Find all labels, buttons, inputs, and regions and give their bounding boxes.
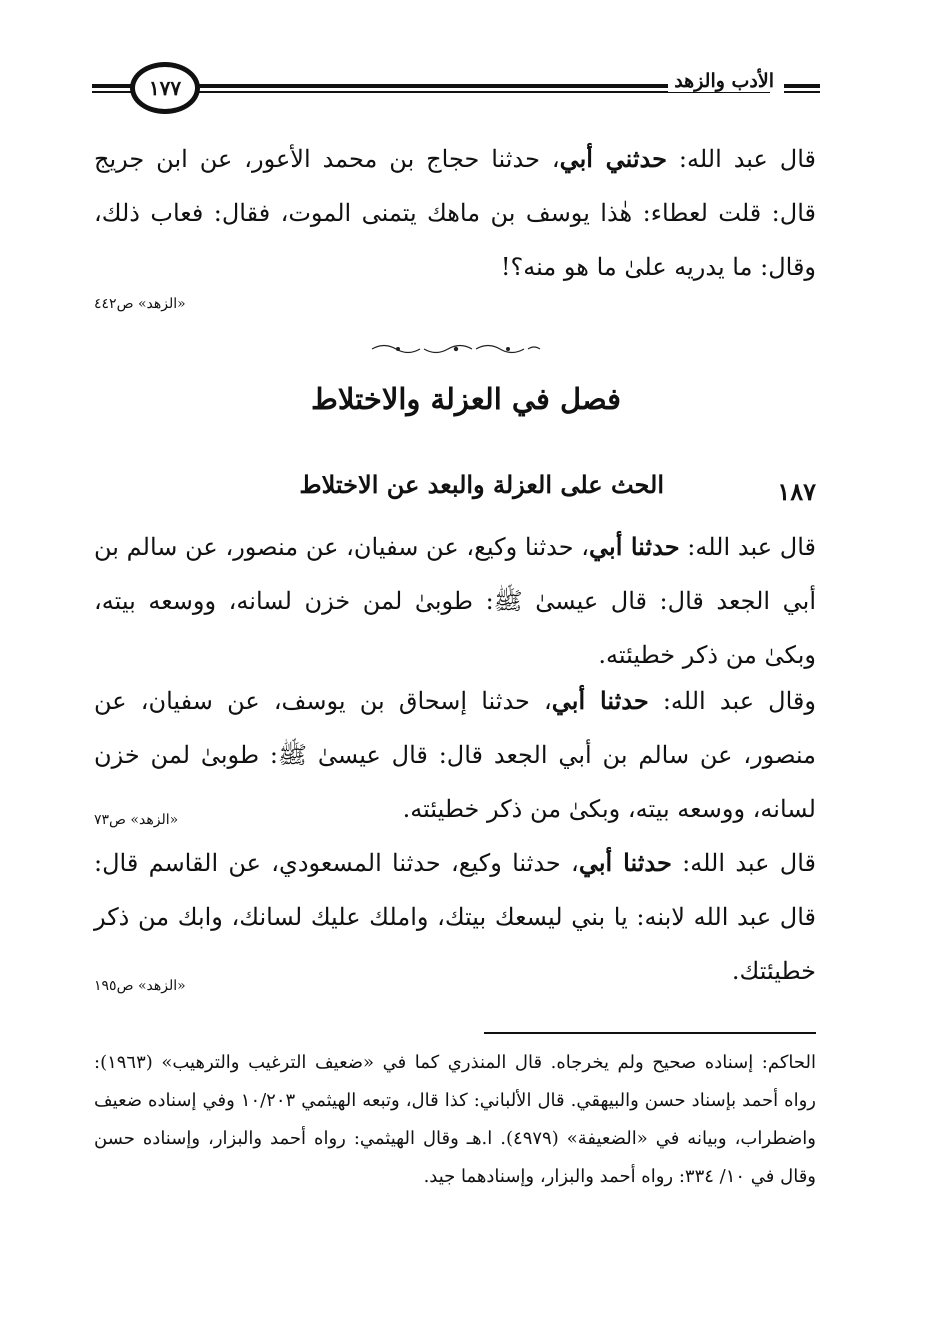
intro-reference: «الزهد» ص٤٤٢ — [94, 296, 186, 312]
ornament-divider — [368, 340, 544, 358]
paragraph-bold: حدثنا أبي — [551, 686, 649, 715]
paragraph-text-rest: ، حدثنا وكيع، عن سفيان، عن منصور، عن سالم بن أبي الجعد قال: قال عيسىٰ ﷺ: طوبىٰ لمن خزن لسانه، ووسعه بيته، وبكىٰ من ذكر خطيئته. — [94, 533, 816, 669]
intro-text-rest: ، حدثنا حجاج بن محمد الأعور، عن ابن جريج قال: قلت لعطاء: هٰذا يوسف بن ماهك يتمنى الموت، فقال: فعاب ذلك، وقال: ما يدريه علىٰ ما هو منه؟! — [94, 145, 816, 281]
item-number: ١٨٧ — [777, 477, 816, 506]
page-number: ١٧٧ — [130, 62, 200, 114]
paragraph-2-reference: «الزهد» ص٧٣ — [94, 812, 179, 828]
paragraph-3-reference: «الزهد» ص١٩٥ — [94, 978, 186, 994]
header-rule-left-top — [92, 84, 132, 88]
header-rule-left-bottom — [92, 91, 132, 93]
paragraph-text-rest: ، حدثنا وكيع، حدثنا المسعودي، عن القاسم قال: قال عبد الله لابنه: يا بني ليسعك بيتك، واملك عليك لسانك، وابك من ذكر خطيئتك. — [94, 849, 816, 985]
paragraph-text-rest: ، حدثنا إسحاق بن يوسف، عن سفيان، عن منصور، عن سالم بن أبي الجعد قال: قال عيسىٰ ﷺ: طوبىٰ لمن خزن لسانه، ووسعه بيته، وبكىٰ من ذكر خطيئته. — [94, 687, 816, 823]
header-rule-right-bottom — [784, 91, 820, 93]
item-title: الحث على العزلة والبعد عن الاختلاط — [299, 470, 664, 499]
page-header — [92, 58, 820, 120]
intro-text-start: قال عبد الله: — [666, 145, 817, 173]
narration-paragraph-3 — [94, 836, 816, 998]
intro-bold: حدثني أبي — [559, 144, 667, 173]
paragraph-text-start: قال عبد الله: — [679, 533, 816, 561]
header-rule-right-top — [784, 84, 820, 88]
paragraph-text-start: وقال عبد الله: — [648, 687, 816, 715]
paragraph-text-start: قال عبد الله: — [671, 849, 817, 877]
section-title: فصل في العزلة والاختلاط — [311, 382, 621, 416]
footnote-separator — [484, 1032, 816, 1034]
narration-paragraph-1 — [94, 520, 816, 682]
running-title: الأدب والزهد — [668, 70, 780, 92]
intro-paragraph — [94, 132, 816, 294]
narration-paragraph-2 — [94, 674, 816, 836]
paragraph-bold: حدثنا أبي — [578, 848, 672, 877]
paragraph-bold: حدثنا أبي — [589, 532, 680, 561]
footnote-text: الحاكم: إسناده صحيح ولم يخرجاه. قال المنذري كما في «ضعيف الترغيب والترهيب» (١٩٦٣): رواه أحمد بإسناد حسن والبيهقي. قال الألباني: كذا قال، وتبعه الهيثمي ١٠/٢٠٣ وفي إسناده ضعيف واضطراب، وبيانه في «الضعيفة» (٤٩٧٩). ا.هـ وقال الهيثمي: رواه أحمد والبزار، وإسناده حسن وقال في ١٠/ ٣٣٤: رواه أحمد والبزار، وإسنادهما جيد. — [94, 1052, 817, 1187]
